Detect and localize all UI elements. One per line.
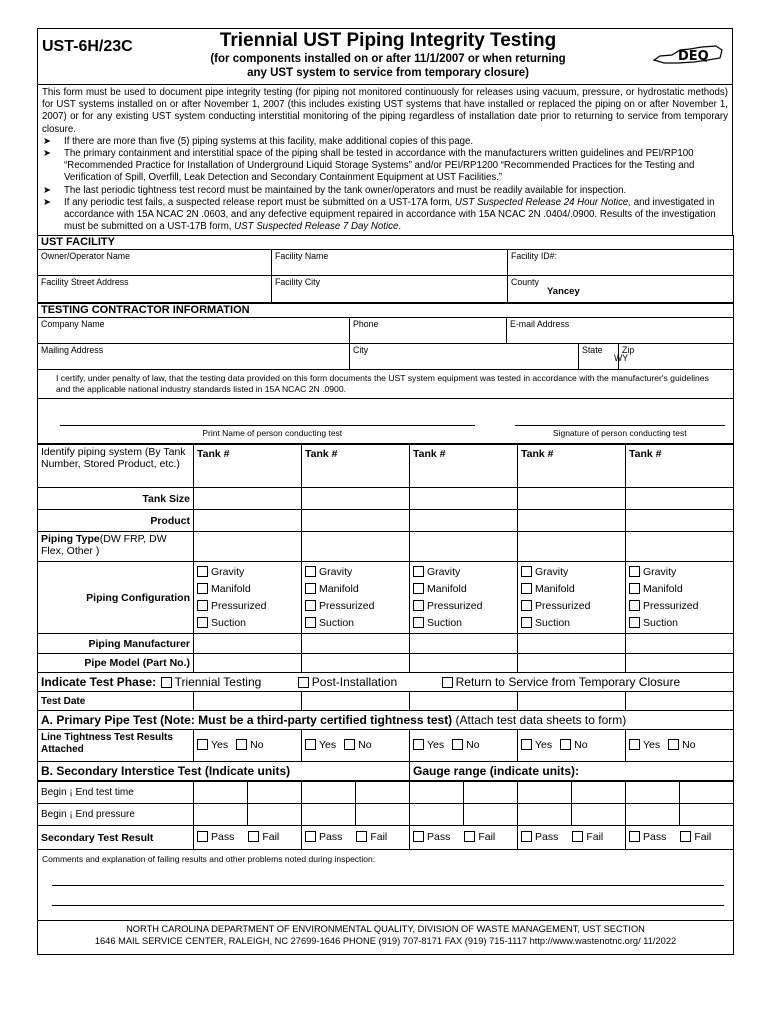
pipe-model-input[interactable]: [518, 654, 626, 673]
test-date-input[interactable]: [518, 692, 626, 711]
no-checkbox[interactable]: [560, 739, 571, 750]
zip-field[interactable]: Zip: [619, 344, 734, 370]
pass-checkbox[interactable]: [521, 831, 532, 842]
pass-checkbox[interactable]: [629, 831, 640, 842]
no-checkbox[interactable]: [668, 739, 679, 750]
form-title: Triennial UST Piping Integrity Testing: [219, 30, 557, 51]
line-tightness-label: Line Tightness Test Results Attached: [38, 730, 194, 762]
form-header: [37, 28, 733, 84]
form-subtitle-2: any UST system to service from temporary closure): [247, 67, 529, 79]
secondary-values-table: [37, 781, 734, 955]
bullet-item: ➤ The last periodic tightness test record must be maintained by the tank owner/operators and must be readily available for inspection.: [43, 184, 627, 196]
piping-config-label: Piping Configuration: [38, 562, 194, 634]
pass-checkbox[interactable]: [197, 831, 208, 842]
print-name-field[interactable]: Print Name of person conducting test: [38, 399, 507, 444]
begin-pressure-input[interactable]: [518, 804, 572, 826]
config-options: Gravity Manifold Pressurized Suction: [302, 562, 410, 634]
arrow-bullet-icon: ➤: [43, 148, 52, 160]
title-block: [188, 29, 588, 80]
comment-line: [52, 864, 724, 886]
begin-time-input[interactable]: [626, 782, 680, 804]
fail-checkbox[interactable]: [572, 831, 583, 842]
end-time-input[interactable]: [680, 782, 734, 804]
manifold-checkbox[interactable]: [521, 583, 532, 594]
fail-checkbox[interactable]: [464, 831, 475, 842]
end-pressure-input[interactable]: [248, 804, 302, 826]
state-field[interactable]: State WY: [579, 344, 619, 370]
pipe-model-input[interactable]: [410, 654, 518, 673]
end-time-input[interactable]: [464, 782, 518, 804]
tank-size-input[interactable]: [626, 488, 734, 510]
gravity-checkbox[interactable]: [413, 566, 424, 577]
fail-checkbox[interactable]: [248, 831, 259, 842]
identify-piping-label: Identify piping system (By Tank Number, Stored Product, etc.): [38, 445, 194, 488]
tank-size-input[interactable]: [302, 488, 410, 510]
end-time-input[interactable]: [356, 782, 410, 804]
pressurized-checkbox[interactable]: [521, 600, 532, 611]
end-time-input[interactable]: [248, 782, 302, 804]
county-value: Yancey: [547, 286, 580, 298]
email-field[interactable]: E-mail Address: [507, 318, 734, 344]
form-id: UST-6H/23C: [42, 38, 133, 55]
gravity-checkbox[interactable]: [305, 566, 316, 577]
pressurized-checkbox[interactable]: [629, 600, 640, 611]
comments-label: Comments and explanation of failing results and other problems noted during inspection:: [42, 854, 376, 865]
manifold-checkbox[interactable]: [629, 583, 640, 594]
test-date-input[interactable]: [626, 692, 734, 711]
config-options: Gravity Manifold Pressurized Suction: [518, 562, 626, 634]
piping-type-input[interactable]: [194, 532, 302, 562]
config-options: Gravity Manifold Pressurized Suction: [626, 562, 734, 634]
piping-manufacturer-label: Piping Manufacturer: [38, 634, 194, 654]
comments-field[interactable]: [38, 850, 734, 921]
pressurized-checkbox[interactable]: [413, 600, 424, 611]
tank-size-label: Tank Size: [38, 488, 194, 510]
product-input[interactable]: [518, 510, 626, 532]
manufacturer-input[interactable]: [410, 634, 518, 654]
owner-name-field[interactable]: Owner/Operator Name: [38, 250, 272, 276]
end-time-input[interactable]: [572, 782, 626, 804]
triennial-checkbox[interactable]: [161, 677, 172, 688]
tank-header: Tank #: [626, 445, 734, 488]
product-input[interactable]: [410, 510, 518, 532]
no-checkbox[interactable]: [344, 739, 355, 750]
piping-table: [37, 444, 734, 781]
product-input[interactable]: [194, 510, 302, 532]
gravity-checkbox[interactable]: [521, 566, 532, 577]
begin-pressure-input[interactable]: [626, 804, 680, 826]
begin-pressure-input[interactable]: [194, 804, 248, 826]
footer: [38, 921, 734, 955]
tank-size-input[interactable]: [194, 488, 302, 510]
pass-fail-options: Pass Fail: [626, 826, 734, 850]
yes-no-options: Yes No: [410, 730, 518, 762]
pass-fail-options: Pass Fail: [410, 826, 518, 850]
form-subtitle-1: (for components installed on or after 11/1/2007 or when returning: [210, 53, 566, 65]
gravity-checkbox[interactable]: [629, 566, 640, 577]
facility-id-field[interactable]: Facility ID#:: [508, 250, 734, 276]
suction-checkbox[interactable]: [197, 617, 208, 628]
primary-test-header: A. Primary Pipe Test (Note: Must be a third-party certified tightness test) (Attach test data sheets to form): [38, 711, 734, 730]
pass-fail-options: Pass Fail: [194, 826, 302, 850]
signature-field[interactable]: Signature of person conducting test: [507, 399, 734, 444]
begin-time-input[interactable]: [518, 782, 572, 804]
yes-no-options: Yes No: [626, 730, 734, 762]
begin-end-pressure-label: Begin ¡ End pressure: [38, 804, 194, 826]
begin-pressure-input[interactable]: [302, 804, 356, 826]
product-input[interactable]: [302, 510, 410, 532]
pass-checkbox[interactable]: [305, 831, 316, 842]
bullet-item: ➤ If there are more than five (5) piping systems at this facility, make additional copies of this page.: [43, 135, 474, 147]
piping-type-input[interactable]: [410, 532, 518, 562]
tank-size-input[interactable]: [518, 488, 626, 510]
footer-line-1: NORTH CAROLINA DEPARTMENT OF ENVIRONMENTAL QUALITY, DIVISION OF WASTE MANAGEMENT, UST SECTION: [126, 924, 645, 935]
begin-time-input[interactable]: [194, 782, 248, 804]
deq-logo-text: DEQ: [678, 49, 709, 64]
facility-city-field[interactable]: Facility City: [272, 276, 508, 303]
piping-type-input[interactable]: [626, 532, 734, 562]
pass-checkbox[interactable]: [413, 831, 424, 842]
instructions: [37, 84, 733, 235]
pipe-model-input[interactable]: [302, 654, 410, 673]
product-input[interactable]: [626, 510, 734, 532]
gravity-checkbox[interactable]: [197, 566, 208, 577]
suction-checkbox[interactable]: [305, 617, 316, 628]
config-options: Gravity Manifold Pressurized Suction: [194, 562, 302, 634]
state-value: WY: [614, 353, 629, 364]
manifold-checkbox[interactable]: [305, 583, 316, 594]
deq-logo-icon: [650, 38, 726, 68]
suction-checkbox[interactable]: [521, 617, 532, 628]
test-date-input[interactable]: [194, 692, 302, 711]
yes-checkbox[interactable]: [521, 739, 532, 750]
tank-header: Tank #: [302, 445, 410, 488]
company-name-field[interactable]: Company Name: [38, 318, 350, 344]
yes-checkbox[interactable]: [305, 739, 316, 750]
suction-checkbox[interactable]: [413, 617, 424, 628]
contractor-section-title: TESTING CONTRACTOR INFORMATION: [38, 304, 734, 318]
fail-checkbox[interactable]: [356, 831, 367, 842]
post-installation-checkbox[interactable]: [298, 677, 309, 688]
begin-time-input[interactable]: [410, 782, 464, 804]
pass-fail-options: Pass Fail: [302, 826, 410, 850]
test-date-label: Test Date: [38, 692, 194, 711]
manifold-checkbox[interactable]: [197, 583, 208, 594]
arrow-bullet-icon: ➤: [43, 184, 52, 196]
arrow-bullet-icon: ➤: [43, 135, 52, 147]
tank-header: Tank #: [410, 445, 518, 488]
piping-type-input[interactable]: [518, 532, 626, 562]
yes-no-options: Yes No: [194, 730, 302, 762]
contractor-table: [37, 303, 734, 444]
tank-size-input[interactable]: [410, 488, 518, 510]
fail-checkbox[interactable]: [680, 831, 691, 842]
manifold-checkbox[interactable]: [413, 583, 424, 594]
return-to-service-checkbox[interactable]: [442, 677, 453, 688]
end-pressure-input[interactable]: [464, 804, 518, 826]
footer-line-2: 1646 MAIL SERVICE CENTER, RALEIGH, NC 27699-1646 PHONE (919) 707-8171 FAX (919) 715-1117 http://www.wastenotnc.org/ 11/2022: [94, 936, 677, 947]
facility-name-field[interactable]: Facility Name: [272, 250, 508, 276]
manufacturer-input[interactable]: [302, 634, 410, 654]
suction-checkbox[interactable]: [629, 617, 640, 628]
begin-end-time-label: Begin ¡ End test time: [38, 782, 194, 804]
end-pressure-input[interactable]: [680, 804, 734, 826]
manufacturer-input[interactable]: [518, 634, 626, 654]
manufacturer-input[interactable]: [194, 634, 302, 654]
bullet-item: ➤ The primary containment and interstitial space of the piping shall be tested in accordance with the manufacturers written guidelines and PEI/RP100 “Recommended Practice for Installation of Underground Liquid Storage Systems” and/or PEI/RP1200 “Recommended Practices for the Testing and Verification of Spill, Overfill, Leak Detection and Secondary Containment Equipment at UST Facilities.”: [43, 148, 695, 184]
intro-paragraph: This form must be used to document pipe integrity testing (for piping not monitored continuously for releases using vacuum, pressure, or hydrostatic methods) for UST systems installed on or after November 1, 2007 (this includes existing UST systems that have installed or replaced the piping on or after November 1, 2007) or for any existing UST system conducting interstitial monitoring of the piping regardless of installation date prior to returning to service from temporary closure.: [42, 87, 728, 135]
secondary-test-header: B. Secondary Interstice Test (Indicate units): [38, 762, 410, 781]
facility-street-field[interactable]: Facility Street Address: [38, 276, 272, 303]
gauge-range-label: Gauge range (indicate units):: [410, 762, 734, 781]
manufacturer-input[interactable]: [626, 634, 734, 654]
product-label: Product: [38, 510, 194, 532]
no-checkbox[interactable]: [236, 739, 247, 750]
piping-type-input[interactable]: [302, 532, 410, 562]
comment-line: [52, 886, 724, 906]
phone-field[interactable]: Phone: [350, 318, 507, 344]
test-date-input[interactable]: [302, 692, 410, 711]
county-field[interactable]: County Yancey: [508, 276, 734, 303]
config-options: Gravity Manifold Pressurized Suction: [410, 562, 518, 634]
mailing-address-field[interactable]: Mailing Address: [38, 344, 350, 370]
yes-checkbox[interactable]: [629, 739, 640, 750]
piping-type-label: Piping Type(DW FRP, DW Flex, Other ): [38, 532, 194, 562]
pass-fail-options: Pass Fail: [518, 826, 626, 850]
contractor-city-field[interactable]: City: [350, 344, 579, 370]
yes-no-options: Yes No: [518, 730, 626, 762]
end-pressure-input[interactable]: [356, 804, 410, 826]
yes-checkbox[interactable]: [197, 739, 208, 750]
begin-time-input[interactable]: [302, 782, 356, 804]
pipe-model-label: Pipe Model (Part No.): [38, 654, 194, 673]
yes-checkbox[interactable]: [413, 739, 424, 750]
yes-no-options: Yes No: [302, 730, 410, 762]
facility-section-title: UST FACILITY: [38, 236, 734, 250]
tank-header: Tank #: [194, 445, 302, 488]
facility-table: [37, 235, 734, 303]
test-phase-row: Indicate Test Phase: Triennial Testing Post-Installation Return to Service from Temporary Closure: [38, 673, 734, 692]
no-checkbox[interactable]: [452, 739, 463, 750]
pipe-model-input[interactable]: [626, 654, 734, 673]
begin-pressure-input[interactable]: [410, 804, 464, 826]
secondary-result-label: Secondary Test Result: [38, 826, 194, 850]
bullet-item: ➤ If any periodic test fails, a suspected release report must be submitted on a UST-17A form, UST Suspected Release 24 Hour Notice, and investigated in accordance with 15A NCAC 2N .0603, and any defective equipment repaired in accordance with 15A NCAC 2N .0404/.0900. Results of the investigation must be submitted on a UST-17B form, UST Suspected Release 7 Day Notice.: [43, 196, 716, 233]
pipe-model-input[interactable]: [194, 654, 302, 673]
pressurized-checkbox[interactable]: [197, 600, 208, 611]
pressurized-checkbox[interactable]: [305, 600, 316, 611]
end-pressure-input[interactable]: [572, 804, 626, 826]
test-phase-label: Indicate Test Phase:: [41, 675, 157, 690]
form-frame: [37, 28, 733, 955]
arrow-bullet-icon: ➤: [43, 196, 52, 208]
certification-statement: I certify, under penalty of law, that the testing data provided on this form documents the UST system equipment was tested in accordance with the manufacturer's guidelines and the applicable national industry standards listed in 15A NCAC 2N .0900.: [38, 370, 734, 399]
tank-header: Tank #: [518, 445, 626, 488]
test-date-input[interactable]: [410, 692, 518, 711]
